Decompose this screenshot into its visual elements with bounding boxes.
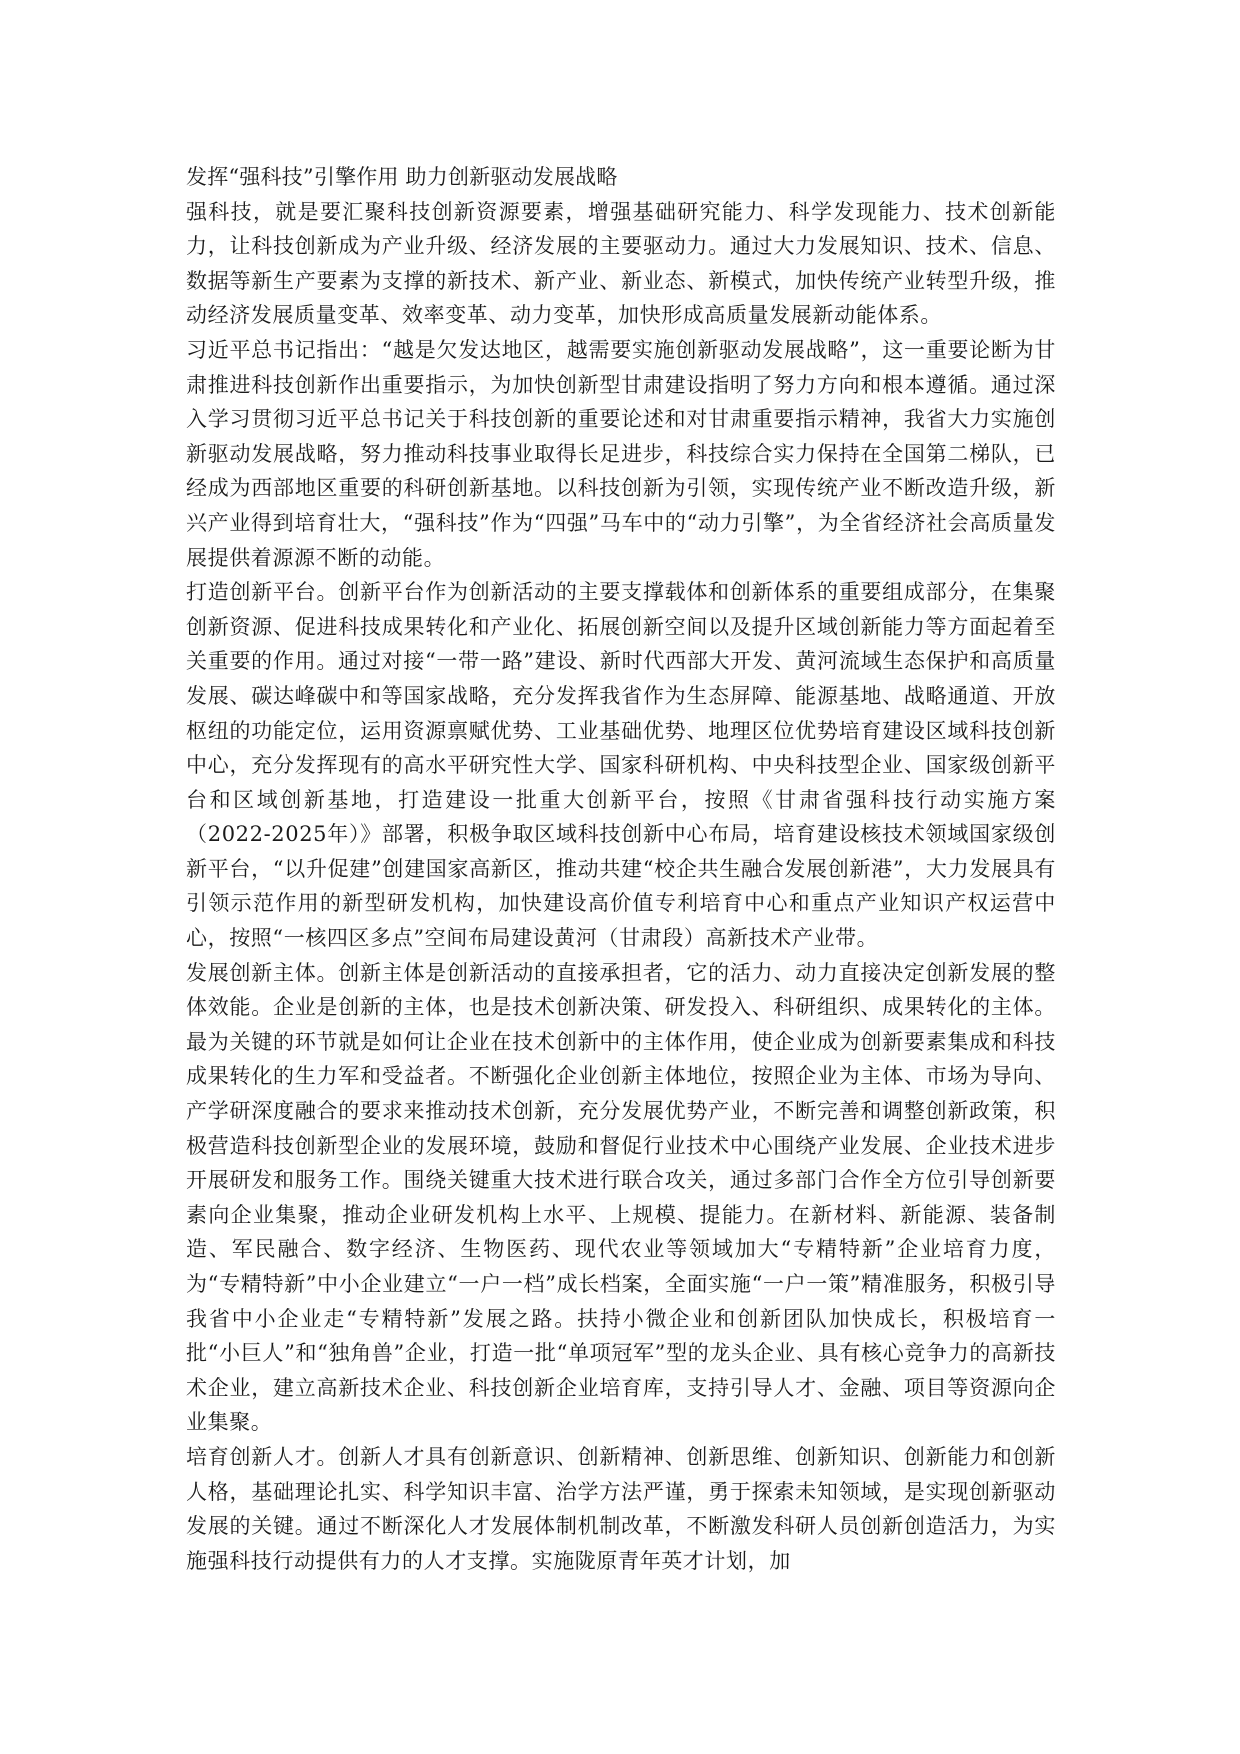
document-title: 发挥“强科技”引擎作用 助力创新驱动发展战略 bbox=[186, 165, 618, 189]
paragraph-subject: 发展创新主体。创新主体是创新活动的直接承担者，它的活力、动力直接决定创新发展的整体效能。企业是创新的主体，也是技术创新决策、研发投入、科研组织、成果转化的主体。最为关键的环节就是如何让企业在技术创新中的主体作用，使企业成为创新要素集成和科技成果转化的生力军和受益者。不断强化企业创新主体地位，按照企业为主体、市场为导向、产学研深度融合的要求来推动技术创新，充分发展优势产业，不断完善和调整创新政策，积极营造科技创新型企业的发展环境，鼓励和督促行业技术中心围绕产业发展、企业技术进步开展研发和服务工作。围绕关键重大技术进行联合攻关，通过多部门合作全方位引导创新要素向企业集聚，推动企业研发机构上水平、上规模、提能力。在新材料、新能源、装备制造、军民融合、数字经济、生物医药、现代农业等领域加大“专精特新”企业培育力度，为“专精特新”中小企业建立“一户一档”成长档案，全面实施“一户一策”精准服务，积极引导我省中小企业走“专精特新”发展之路。扶持小微企业和创新团队加快成长，积极培育一批“小巨人”和“独角兽”企业，打造一批“单项冠军”型的龙头企业、具有核心竞争力的高新技术企业，建立高新技术企业、科技创新企业培育库，支持引导人才、金融、项目等资源向企业集聚。 bbox=[186, 960, 1056, 1435]
paragraph-quote: 习近平总书记指出：“越是欠发达地区，越需要实施创新驱动发展战略”，这一重要论断为甘肃推进科技创新作出重要指示，为加快创新型甘肃建设指明了努力方向和根本遵循。通过深入学习贯彻习近平总书记关于科技创新的重要论述和对甘肃重要指示精神，我省大力实施创新驱动发展战略，努力推动科技事业取得长足进步，科技综合实力保持在全国第二梯队，已经成为西部地区重要的科研创新基地。以科技创新为引领，实现传统产业不断改造升级，新兴产业得到培育壮大，“强科技”作为“四强”马车中的“动力引擎”，为全省经济社会高质量发展提供着源源不断的动能。 bbox=[186, 337, 1056, 570]
paragraph-talent: 培育创新人才。创新人才具有创新意识、创新精神、创新思维、创新知识、创新能力和创新人格，基础理论扎实、科学知识丰富、治学方法严谨，勇于探索未知领域，是实现创新驱动发展的关键。通过不断深化人才发展体制机制改革，不断激发科研人员创新创造活力，为实施强科技行动提供有力的人才支撑。实施陇原青年英才计划，加 bbox=[186, 1444, 1056, 1573]
document-page bbox=[186, 160, 1056, 1578]
paragraph-platform: 打造创新平台。创新平台作为创新活动的主要支撑载体和创新体系的重要组成部分，在集聚创新资源、促进科技成果转化和产业化、拓展创新空间以及提升区域创新能力等方面起着至关重要的作用。通过对接“一带一路”建设、新时代西部大开发、黄河流域生态保护和高质量发展、碳达峰碳中和等国家战略，充分发挥我省作为生态屏障、能源基地、战略通道、开放枢纽的功能定位，运用资源禀赋优势、工业基础优势、地理区位优势培育建设区域科技创新中心，充分发挥现有的高水平研究性大学、国家科研机构、中央科技型企业、国家级创新平台和区域创新基地，打造建设一批重大创新平台，按照《甘肃省强科技行动实施方案（2022-2025年）》部署，积极争取区域科技创新中心布局，培育建设核技术领域国家级创新平台，“以升促建”创建国家高新区，推动共建“校企共生融合发展创新港”，大力发展具有引领示范作用的新型研发机构，加快建设高价值专利培育中心和重点产业知识产权运营中心，按照“一核四区多点”空间布局建设黄河（甘肃段）高新技术产业带。 bbox=[186, 580, 1056, 951]
paragraph-intro: 强科技，就是要汇聚科技创新资源要素，增强基础研究能力、科学发现能力、技术创新能力，让科技创新成为产业升级、经济发展的主要驱动力。通过大力发展知识、技术、信息、数据等新生产要素为支撑的新技术、新产业、新业态、新模式，加快传统产业转型升级，推动经济发展质量变革、效率变革、动力变革，加快形成高质量发展新动能体系。 bbox=[186, 199, 1056, 328]
